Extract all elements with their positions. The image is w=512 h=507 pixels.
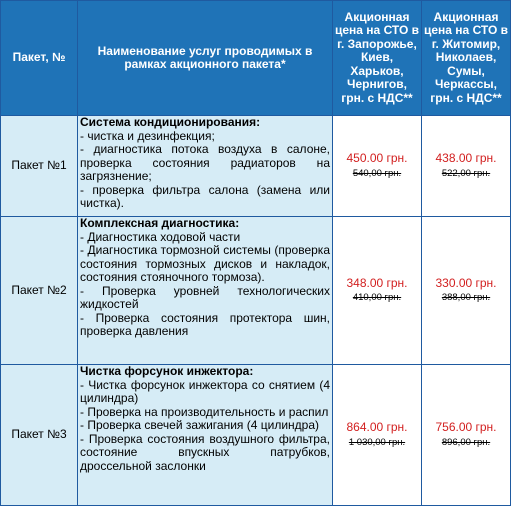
service-line: - Диагностика тормозной системы (проверка состояния тормозных дисков и накладок, состояния стояночного тормоза). — [80, 243, 330, 284]
package-name: Пакет №1 — [1, 116, 78, 217]
promo-price: 438.00 грн. — [435, 151, 497, 165]
header-package: Пакет, № — [1, 1, 78, 116]
price-cell-group-a — [333, 116, 422, 217]
services-title: Чистка форсунок инжектора: — [80, 364, 254, 378]
price-cell-group-b — [422, 116, 511, 217]
regular-price: 410,00 грн. — [352, 292, 402, 303]
package-name: Пакет №2 — [1, 217, 78, 365]
service-line: - Проверка состояния воздушного фильтра, состояние впускных патрубков, дроссельной заслонки — [80, 431, 330, 473]
services-title: Система кондиционирования: — [80, 115, 261, 129]
package-services — [78, 365, 333, 506]
regular-price: 1 030,00 грн. — [348, 436, 406, 448]
promo-price: 864.00 грн. — [346, 420, 408, 434]
table-header-row — [1, 1, 511, 116]
regular-price: 540,00 грн. — [352, 167, 402, 179]
table-row — [1, 365, 511, 506]
service-line: - диагностика потока воздуха в салоне, проверка состояния радиаторов на загрязнение; — [80, 142, 330, 183]
promo-price: 348.00 грн. — [346, 275, 408, 290]
header-price-group-a: Акционная цена на СТО в г. Запорожье, Киев, Харьков, Чернигов, грн. с НДС** — [333, 1, 422, 116]
service-line: - Проверка уровней технологических жидкостей — [80, 283, 330, 311]
service-line: - Проверка на производительность и распил — [80, 404, 329, 419]
package-name: Пакет №3 — [1, 365, 78, 506]
service-line: - Диагностика ходовой части — [80, 229, 241, 244]
regular-price: 388,00 грн. — [441, 292, 491, 303]
price-cell-group-a — [333, 365, 422, 506]
table-row — [1, 217, 511, 365]
service-line: - чистка и дезинфекция; — [80, 128, 215, 143]
promo-price: 330.00 грн. — [435, 275, 497, 290]
price-cell-group-a — [333, 217, 422, 365]
services-title: Комплексная диагностика: — [80, 216, 240, 230]
package-services — [78, 217, 333, 365]
service-line: - Проверка состояния протектора шин, проверка давления — [80, 310, 330, 338]
header-price-group-b: Акционная цена на СТО в г. Житомир, Николаев, Сумы, Черкассы, грн. с НДС** — [422, 1, 511, 116]
service-line: - Проверка свечей зажигания (4 цилиндра) — [80, 418, 320, 432]
promo-price: 756.00 грн. — [435, 420, 497, 434]
header-services: Наименование услуг проводимых в рамках акционного пакета* — [78, 1, 333, 116]
regular-price: 522,00 грн. — [441, 167, 491, 179]
service-line: - проверка фильтра салона (замена или чистка). — [80, 182, 330, 210]
price-cell-group-b — [422, 365, 511, 506]
table-row — [1, 116, 511, 217]
promo-price: 450.00 грн. — [346, 151, 408, 165]
service-line: - Чистка форсунок инжектора со снятием (4 цилиндра) — [80, 377, 330, 405]
price-cell-group-b — [422, 217, 511, 365]
package-services — [78, 116, 333, 217]
regular-price: 896,00 грн. — [441, 436, 491, 448]
